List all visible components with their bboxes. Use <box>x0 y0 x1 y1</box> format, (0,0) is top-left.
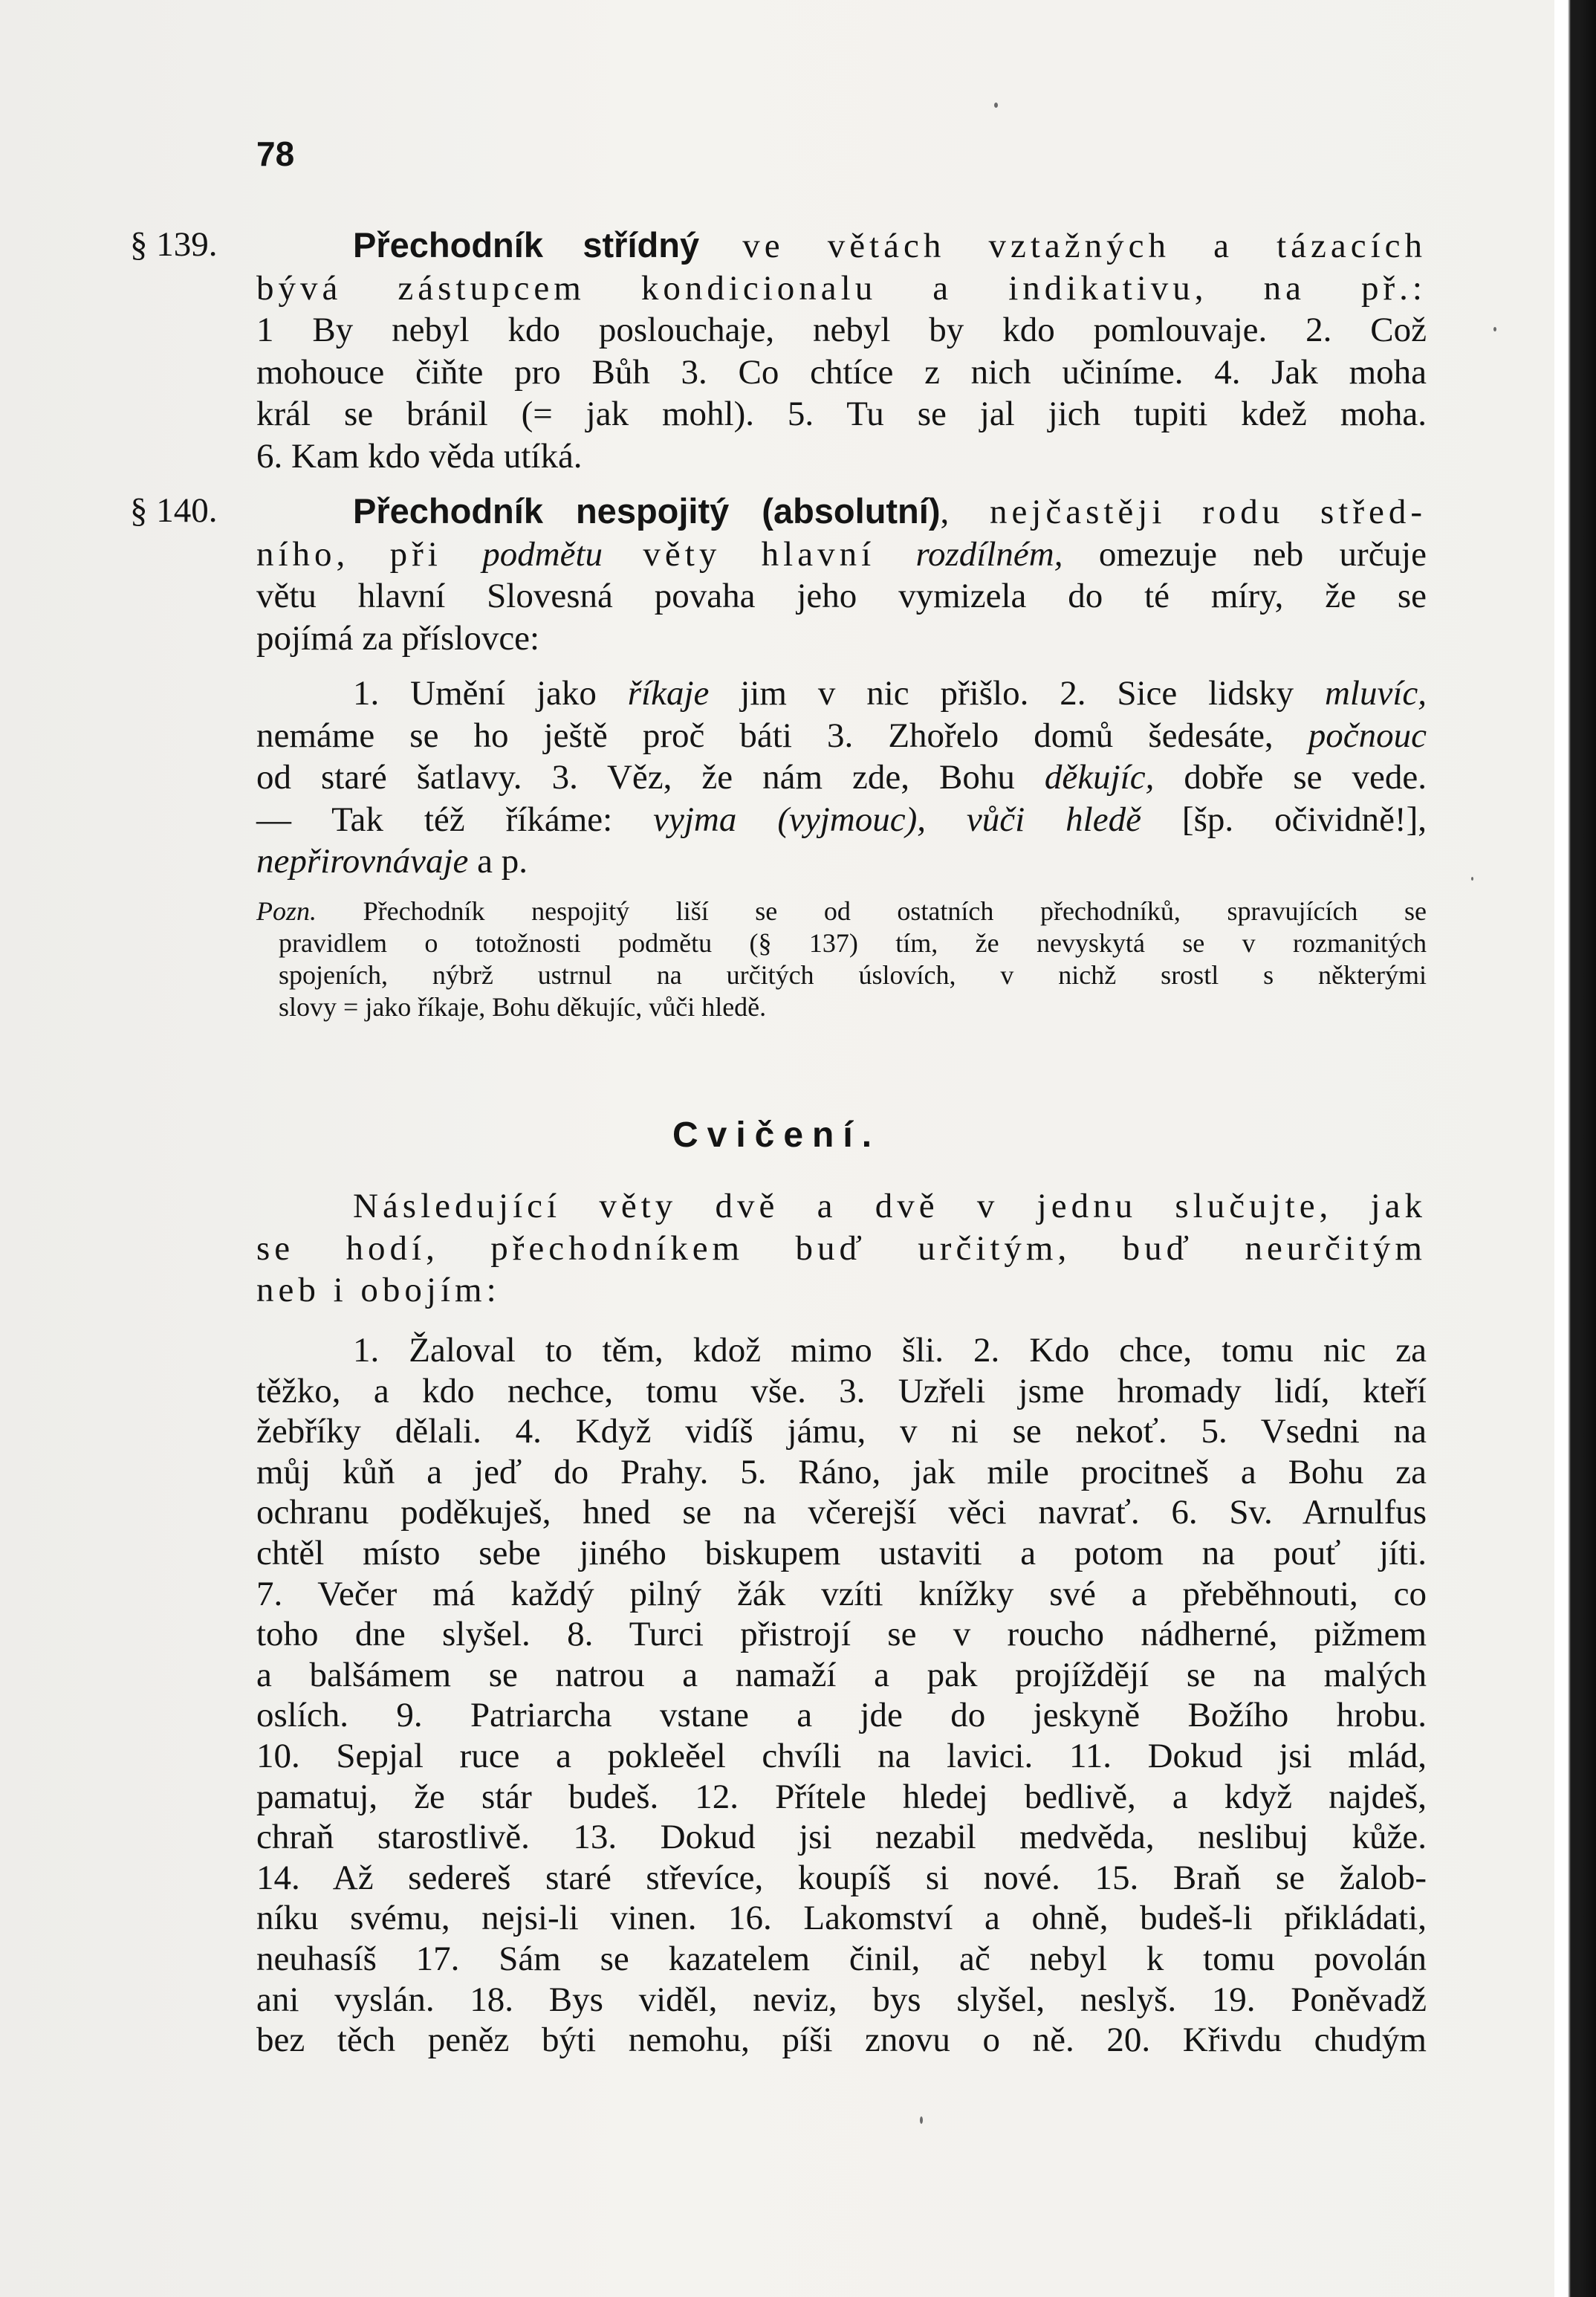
section-139-line: 6. Kam kdo věda utíká. <box>256 436 583 476</box>
note-block <box>256 895 1427 1023</box>
section-139-line: 1 By nebyl kdo poslouchaje, nebyl by kdo pomlouvaje. 2. Což <box>256 311 1427 349</box>
section-139-line: král se bránil (= jak mohl). 5. Tu se jal jich tupiti kdež moha. <box>256 395 1427 433</box>
section-139-number: § 139. <box>130 225 218 264</box>
scan-speck <box>994 103 998 108</box>
scan-speck <box>1471 877 1473 881</box>
exercise-line: 1. Žaloval to těm, kdož mimo šli. 2. Kdo chce, tomu nic za <box>353 1331 1427 1370</box>
page-number: 78 <box>256 135 295 173</box>
example-line: nepřirovnávaje a p. <box>256 842 528 881</box>
note-line: Pozn. Přechodník nespojitý liší se od ostatních přechodníků, spravujících se <box>256 896 1427 926</box>
exercise-line: chtěl místo sebe jiného biskupem ustaviti a potom na pouť jíti. <box>256 1533 1427 1572</box>
exercise-line: toho dne slyšel. 8. Turci přistrojí se v roucho nádherné, pižmem <box>256 1615 1427 1654</box>
exercise-line: neuhasíš 17. Sám se kazatelem činil, ač nebyl k tomu povolán <box>256 1939 1427 1978</box>
exercise-line: 7. Večer má každý pilný žák vzíti knížky své a přeběhnouti, co <box>256 1574 1427 1613</box>
scan-speck <box>920 2116 923 2124</box>
section-140-examples <box>256 673 1427 883</box>
section-139-line: Přechodník střídný ve větách vztažných a tázacích <box>353 225 1427 265</box>
exercise-line: žebříky dělali. 4. Když vidíš jámu, v ni se nekoť. 5. Vsedni na <box>256 1412 1427 1451</box>
intro-line: se hodí, přechodníkem buď určitým, buď neurčitým <box>256 1228 1427 1268</box>
exercise-line: pamatuj, že stár budeš. 12. Přítele hledej bedlivě, a když najdeš, <box>256 1777 1427 1816</box>
exercise-line: ani vyslán. 18. Bys viděl, neviz, bys slyšel, neslyš. 19. Poněvadž <box>256 1980 1427 2019</box>
exercise-sentences <box>256 1330 1427 2061</box>
section-139-line: mohouce čiňte pro Bůh 3. Co chtíce z nich učiníme. 4. Jak moha <box>256 352 1427 392</box>
intro-line: neb i obojím: <box>256 1271 501 1309</box>
note-line: pravidlem o totožnosti podmětu (§ 137) tím, že nevyskytá se v rozmanitých <box>279 928 1427 958</box>
scan-speck <box>1493 327 1496 331</box>
note-line: spojeních, nýbrž ustrnul na určitých úslovích, v nichž srostl s některými <box>279 960 1427 990</box>
section-140-text <box>256 490 1427 659</box>
intro-line: Následující věty dvě a dvě v jednu slučujte, jak <box>353 1187 1427 1225</box>
section-140-line: ního, při podmětu věty hlavní rozdílném, omezuje neb určuje <box>256 534 1427 574</box>
exercise-line: chraň starostlivě. 13. Dokud jsi nezabil medvěda, neslibuj kůže. <box>256 1818 1427 1857</box>
page-edge-shadow <box>1554 0 1596 2297</box>
section-139-text <box>256 224 1427 477</box>
section-139-line: bývá zástupcem kondicionalu a indikativu, na př.: <box>256 268 1427 308</box>
note-label: Pozn. <box>256 896 317 926</box>
exercise-line: 10. Sepjal ruce a pokleěel chvíli na lavici. 11. Dokud jsi mlád, <box>256 1736 1427 1775</box>
section-140-number: § 140. <box>130 491 218 530</box>
section-140-line: pojímá za příslovce: <box>256 618 540 658</box>
exercise-line: ochranu poděkuješ, hned se na včerejší věci navrať. 6. Sv. Arnulfus <box>256 1493 1427 1532</box>
exercise-line: můj kůň a jeď do Prahy. 5. Ráno, jak mile procitneš a Bohu za <box>256 1452 1427 1491</box>
exercise-line: a balšámem se natrou a namaží a pak projíždějí se na malých <box>256 1655 1427 1694</box>
exercise-intro <box>256 1185 1427 1312</box>
exercise-line: těžko, a kdo nechce, tomu vše. 3. Uzřeli jsme hromady lidí, kteří <box>256 1371 1427 1410</box>
example-line: — Tak též říkáme: vyjma (vyjmouc), vůči hledě [šp. očividně!], <box>256 800 1427 839</box>
term-prechodnik-stridny: Přechodník střídný <box>353 225 700 265</box>
exercise-line: bez těch peněz býti nemohu, píši znovu o ně. 20. Křivdu chudým <box>256 2021 1427 2060</box>
example-line: 1. Umění jako říkaje jim v nic přišlo. 2. Sice lidsky mluvíc, <box>353 674 1427 713</box>
section-140-line: větu hlavní Slovesná povaha jeho vymizela do té míry, že se <box>256 577 1427 615</box>
example-line: od staré šatlavy. 3. Věz, že nám zde, Bohu děkujíc, dobře se vede. <box>256 758 1427 797</box>
section-140-line: Přechodník nespojitý (absolutní), nejčastěji rodu střed- <box>353 491 1427 531</box>
exercise-line: oslích. 9. Patriarcha vstane a jde do jeskyně Božího hrobu. <box>256 1696 1427 1735</box>
example-line: nemáme se ho ještě proč báti 3. Zhořelo domů šedesáte, počnouc <box>256 716 1427 755</box>
note-line: slovy = jako říkaje, Bohu děkujíc, vůči hledě. <box>279 992 767 1022</box>
exercise-line: 14. Až sedereš staré střevíce, koupíš si nové. 15. Braň se žalob- <box>256 1858 1427 1897</box>
exercise-line: níku svému, nejsi-li vinen. 16. Lakomství a ohně, budeš-li přikládati, <box>256 1899 1427 1938</box>
exercise-heading: Cvičení. <box>672 1115 881 1155</box>
term-prechodnik-nespojity: Přechodník nespojitý (absolutní) <box>353 491 941 531</box>
